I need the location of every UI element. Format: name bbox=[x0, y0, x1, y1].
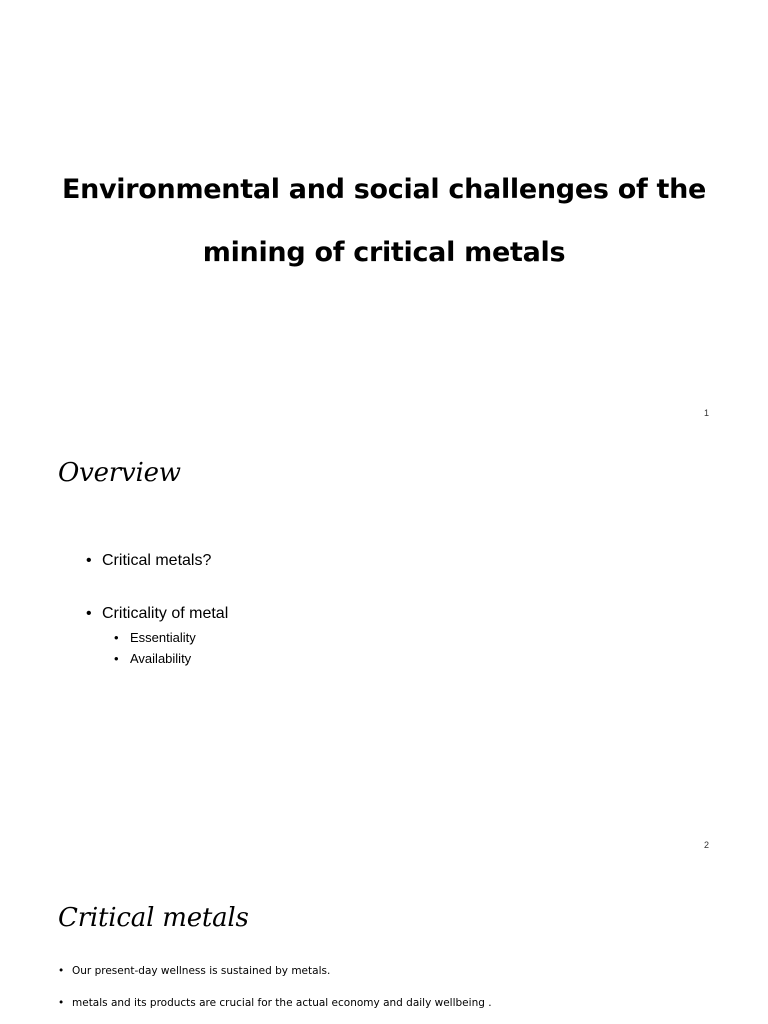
critical-metals-bullet-item bbox=[58, 964, 330, 978]
bullet-icon: • bbox=[86, 605, 92, 622]
bullet-icon: • bbox=[58, 965, 65, 977]
slide-title-line-2: mining of critical metals bbox=[202, 237, 566, 268]
slide-title bbox=[40, 158, 728, 284]
overview-sub-item bbox=[114, 648, 228, 669]
overview-bullet-label: Critical metals? bbox=[102, 552, 212, 569]
overview-bullet-item bbox=[86, 550, 211, 572]
overview-bullet-label: Criticality of metal bbox=[102, 605, 229, 622]
bullet-icon: • bbox=[114, 651, 119, 666]
critical-metals-bullet-item bbox=[58, 996, 492, 1010]
overview-sub-label: Essentiality bbox=[130, 630, 196, 645]
overview-bullet-item bbox=[86, 603, 228, 625]
critical-metals-bullet-text: metals and its products are crucial for the actual economy and daily wellbeing . bbox=[72, 997, 492, 1009]
bullet-icon: • bbox=[58, 997, 65, 1009]
overview-slide bbox=[0, 434, 768, 866]
overview-bullet-group bbox=[86, 603, 228, 669]
overview-sub-item bbox=[114, 627, 228, 648]
title-slide bbox=[0, 0, 768, 434]
page-number: 2 bbox=[703, 840, 709, 850]
bullet-icon: • bbox=[86, 552, 92, 569]
critical-metals-slide bbox=[0, 866, 768, 1024]
overview-sub-list bbox=[114, 627, 228, 669]
page-number: 1 bbox=[703, 408, 709, 418]
overview-sub-label: Availability bbox=[130, 651, 192, 666]
critical-metals-heading: Critical metals bbox=[58, 903, 249, 933]
bullet-icon: • bbox=[114, 630, 119, 645]
overview-heading: Overview bbox=[58, 458, 181, 488]
slide-title-line-1: Environmental and social challenges of the bbox=[61, 174, 707, 205]
critical-metals-bullet-text: Our present-day wellness is sustained by metals. bbox=[72, 965, 331, 977]
